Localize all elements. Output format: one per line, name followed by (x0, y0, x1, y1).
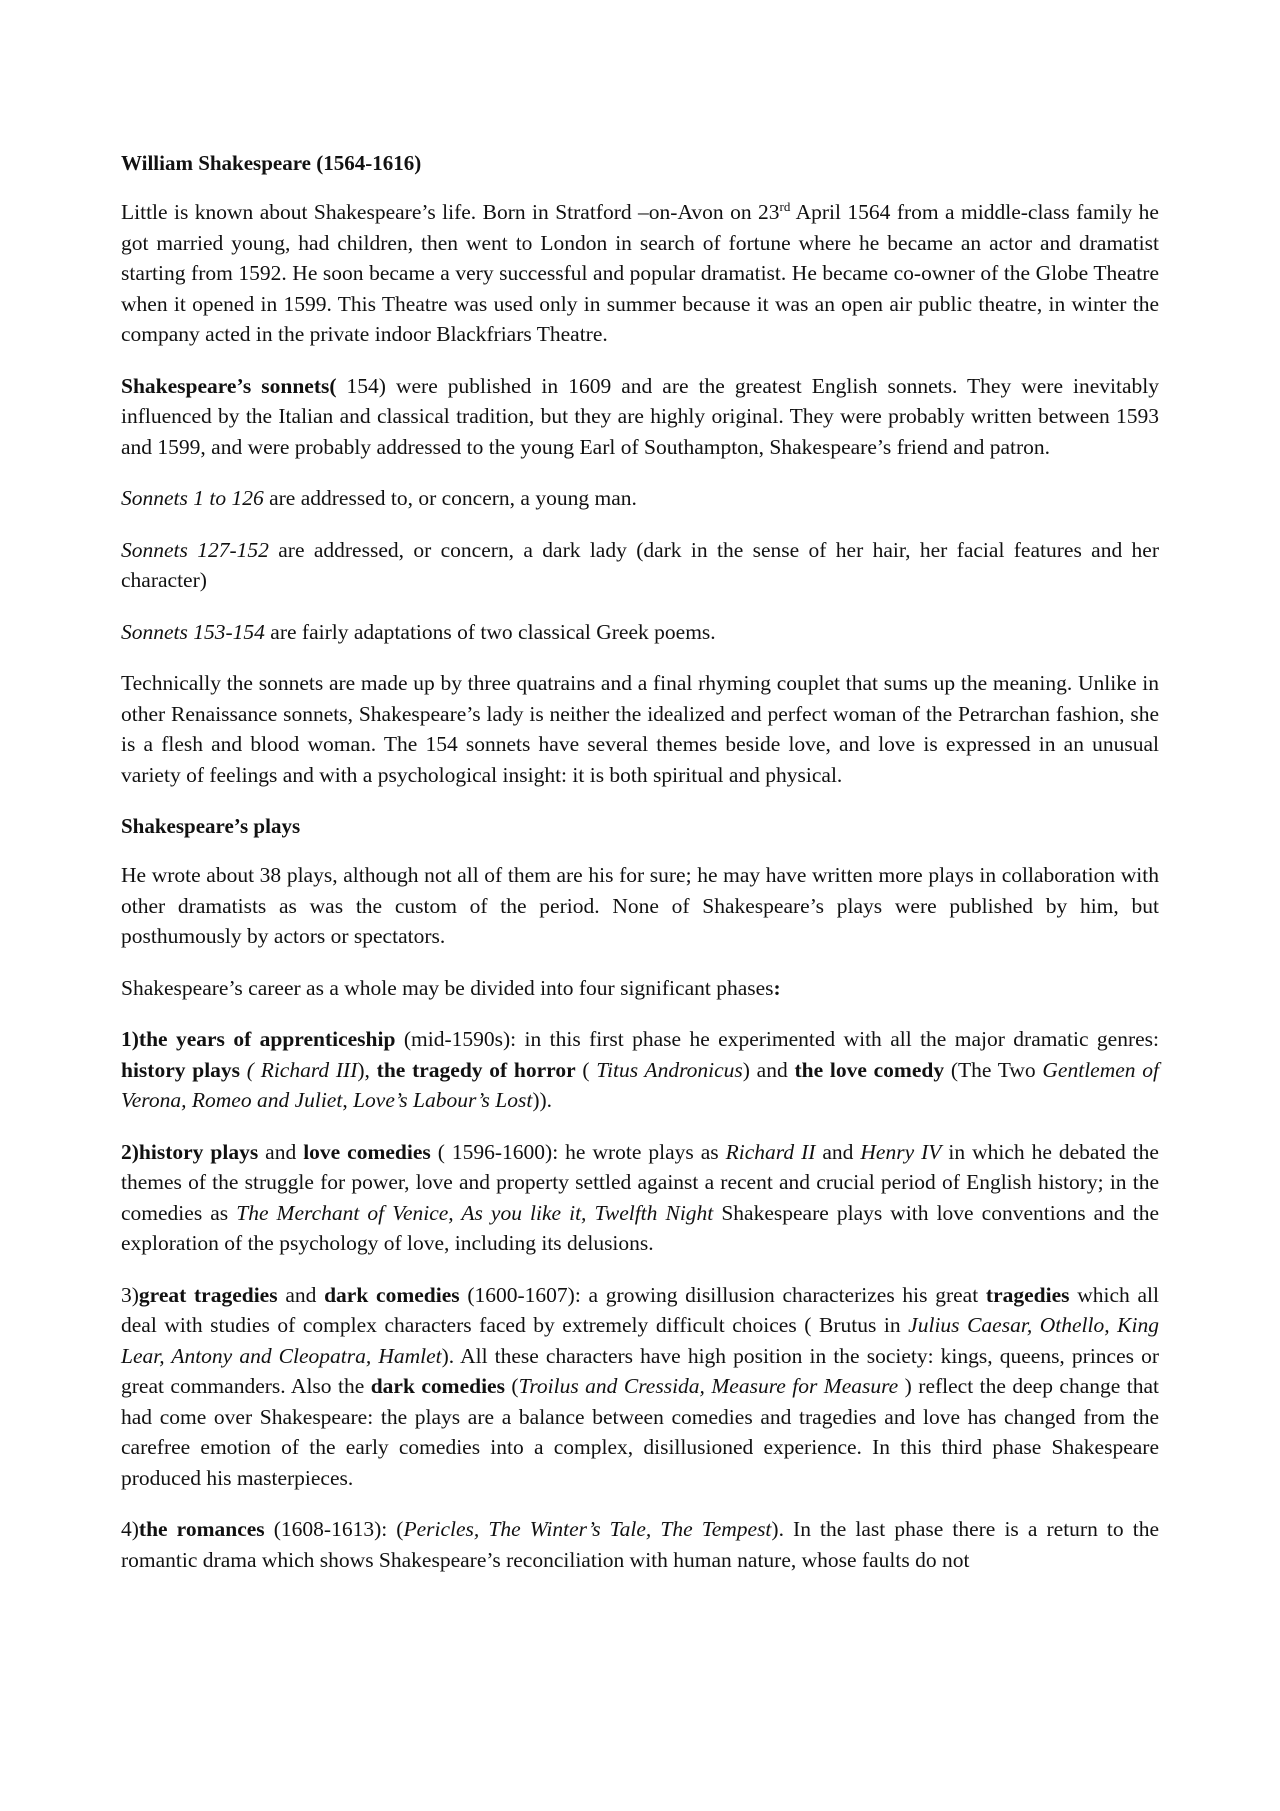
intro-text-a: Little is known about Shakespeare’s life. Born in Stratford –on-Avon on 23 (121, 200, 780, 224)
phase-genre: love comedies (303, 1139, 431, 1164)
sonnet-group-text: are fairly adaptations of two classical Greek poems. (264, 619, 716, 644)
phase-text: (The Two (944, 1057, 1043, 1082)
sonnets-label: Shakespeare’s sonnets( (121, 373, 337, 398)
phase-3-paragraph (121, 1280, 1159, 1494)
phase-genre: tragedies (985, 1282, 1070, 1307)
play-title: Gentlemen of Verona, Romeo and Juliet (121, 1057, 1159, 1112)
plays-heading: Shakespeare’s plays (121, 814, 301, 838)
sonnet-group-paragraph (121, 483, 1159, 514)
phase-text: and (277, 1282, 325, 1307)
phase-text: , (342, 1088, 354, 1112)
sonnets-text: 154) were published in 1609 and are the greatest English sonnets. They were inevitably influenced by the Italian and classical tradition, but they are highly original. They were probably written between 1593 and 1599, and were probably addressed to the young Earl of Southampton, Shakespeare’s friend and patron. (121, 373, 1160, 459)
career-text: Shakespeare’s career as a whole may be divided into four significant phases (121, 975, 774, 1000)
phase-text: and (815, 1139, 861, 1164)
phase-text: ) reflect the deep change that had come over Shakespeare: the plays are a balance between comedies and tragedies and love has changed from the carefree emotion of the early comedies into a complex, disillusioned experience. In this third phase Shakespeare produced his masterpieces. (121, 1374, 1159, 1490)
phase-number: 4) (121, 1517, 139, 1541)
play-title: Julius Caesar, Othello, King Lear, Antony and Cleopatra, Hamlet (121, 1313, 1159, 1368)
phase-genre: the romances (138, 1517, 265, 1541)
phase-genre: the love comedy (794, 1057, 945, 1082)
phase-text: ). All these characters have high position in the society: kings, queens, princes or great commanders. Also the (121, 1343, 1159, 1398)
play-title: Henry IV (860, 1139, 942, 1164)
phase-text: and (258, 1139, 304, 1164)
phase-text: )). (532, 1088, 553, 1112)
play-title: Troilus and Cressida, Measure for Measure (518, 1374, 899, 1398)
sonnet-group-text: are addressed to, or concern, a young man. (263, 486, 637, 510)
phase-genre: dark comedies (370, 1374, 505, 1398)
play-title: The Merchant of Venice, As you like it, Twelfth Night (236, 1200, 714, 1225)
play-title: Pericles, The Winter’s Tale, The Tempest (403, 1517, 772, 1541)
phase-text: Shakespeare plays with love conventions and the exploration of the psychology of love, including its delusions. (121, 1200, 1159, 1255)
ordinal-suffix: rd (779, 198, 791, 214)
intro-text-b: April 1564 from a middle-class family he got married young, had children, then went to London in search of fortune where he became an actor and dramatist starting from 1592. He soon became a very successful and popular dramatist. He became co-owner of the Globe Theatre when it opened in 1599. This Theatre was used only in summer because it was an open air public theatre, in winter the company acted in the private indoor Blackfriars Theatre. (121, 200, 1159, 346)
play-title: Richard II (725, 1139, 816, 1164)
career-paragraph (121, 973, 1159, 1004)
document-title: William Shakespeare (1564-1616) (121, 151, 422, 175)
phase-text: (1608-1613): ( (264, 1517, 404, 1541)
phase-text: ), (357, 1057, 377, 1082)
phase-text: ( (504, 1374, 519, 1398)
phase-2-paragraph (121, 1137, 1159, 1259)
phase-text: which all deal with studies of complex characters faced by extremely difficult choices ( Brutus in (121, 1282, 1159, 1337)
phase-2-label: 2)history plays (121, 1139, 259, 1164)
sonnet-group-range: Sonnets 1 to 126 (121, 486, 264, 510)
phase-text: ) and (742, 1057, 795, 1082)
sonnet-group-range: Sonnets 153-154 (121, 619, 265, 644)
phase-1-paragraph (121, 1024, 1159, 1116)
phase-text: in which he debated the themes of the struggle for power, love and property settled against a recent and crucial period of English history; in the comedies as (121, 1139, 1159, 1225)
phase-number: 3) (121, 1282, 139, 1307)
phase-genre: the tragedy of horror (376, 1057, 576, 1082)
play-title: Titus Andronicus (596, 1057, 743, 1082)
career-colon: : (773, 975, 781, 1000)
phase-text: ( 1596-1600): he wrote plays as (430, 1139, 726, 1164)
sonnets-paragraph (121, 371, 1159, 463)
phase-text: (mid-1590s): in this first phase he experimented with all the major dramatic genres: (395, 1027, 1159, 1051)
phase-text (240, 1058, 247, 1082)
sonnet-group-paragraph (121, 617, 1159, 648)
phase-4-paragraph (121, 1514, 1159, 1575)
play-title: Love’s Labour’s Lost (353, 1088, 533, 1112)
phase-text: (1600-1607): a growing disillusion characterizes his great (459, 1282, 986, 1307)
phase-genre: dark comedies (324, 1282, 460, 1307)
plays-paragraph: He wrote about 38 plays, although not all of them are his for sure; he may have written more plays in collaboration with other dramatists as was the custom of the period. None of Shakespeare’s plays were published by him, but posthumously by actors or spectators. (121, 863, 1159, 948)
phase-genre: history plays (121, 1057, 241, 1082)
sonnet-group-paragraph (121, 535, 1159, 596)
play-title: ( Richard III (246, 1057, 358, 1082)
phase-genre: great tragedies (138, 1282, 278, 1307)
sonnet-group-range: Sonnets 127-152 (121, 537, 269, 562)
sonnet-group-text: are addressed, or concern, a dark lady (dark in the sense of her hair, her facial features and her character) (121, 537, 1160, 592)
technique-paragraph: Technically the sonnets are made up by three quatrains and a final rhyming couplet that sums up the meaning. Unlike in other Renaissance sonnets, Shakespeare’s lady is neither the idealized and perfect woman of the Petrarchan fashion, she is a flesh and blood woman. The 154 sonnets have several themes beside love, and love is expressed in an unusual variety of feelings and with a psychological insight: it is both spiritual and physical. (121, 671, 1159, 787)
phase-1-label: 1)the years of apprenticeship (121, 1027, 396, 1051)
phase-text: ). In the last phase there is a return to the romantic drama which shows Shakespeare’s reconciliation with human nature, whose faults do not (121, 1517, 1160, 1572)
phase-text: ( (575, 1057, 597, 1082)
intro-paragraph (121, 197, 1159, 350)
